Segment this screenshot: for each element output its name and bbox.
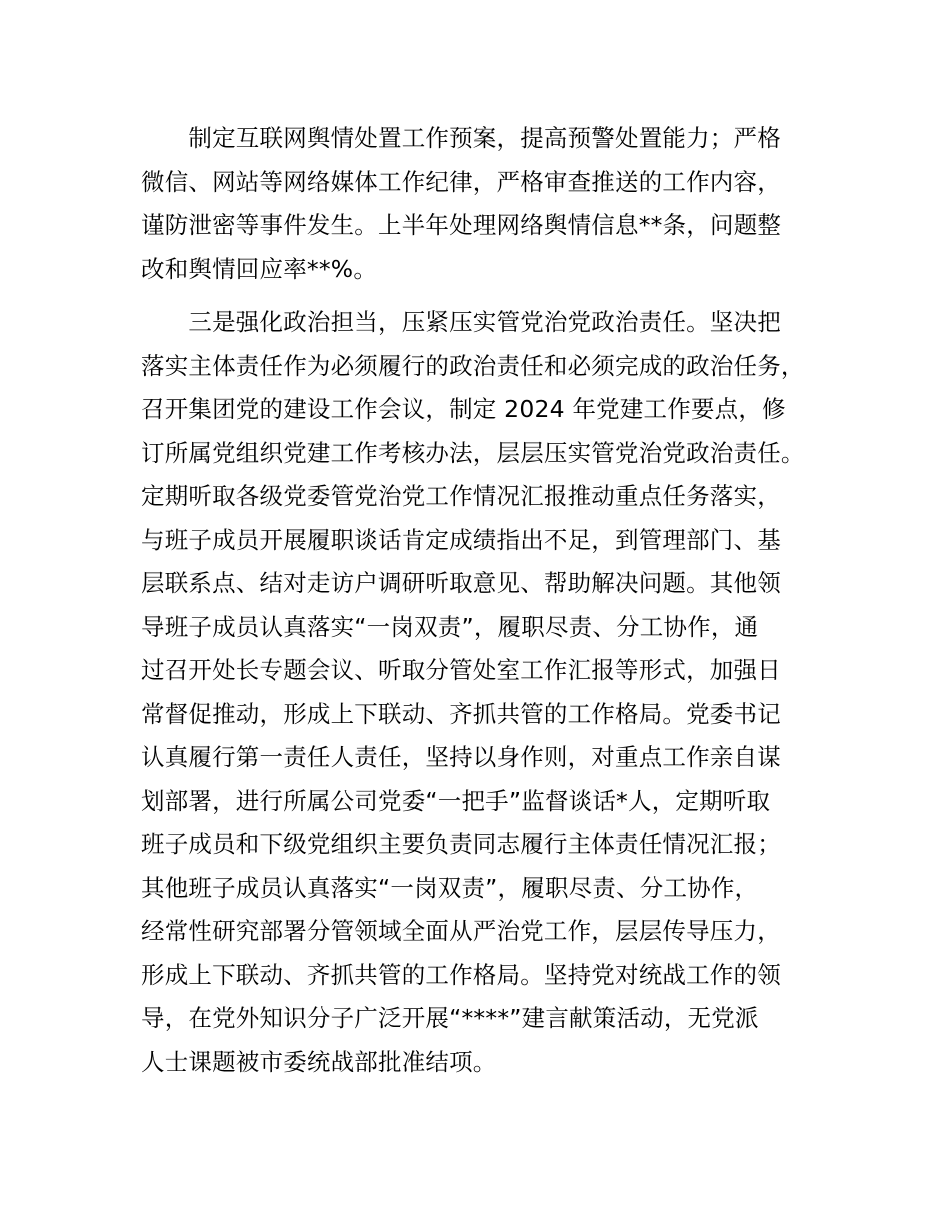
text-line: 导，在党外知识分子广泛开展“****”建言献策活动，无党派 <box>141 1004 759 1032</box>
text-line: 认真履行第一责任人责任，坚持以身作则，对重点工作亲自谋 <box>141 743 781 771</box>
document-body <box>141 117 841 1084</box>
text-line: 订所属党组织党建工作考核办法，层层压实管党治党政治责任。 <box>141 438 805 467</box>
text-line: 导班子成员认真落实“一岗双责”，履职尽责、分工协作，通 <box>141 612 759 641</box>
text-line: 微信、网站等网络媒体工作纪律，严格审查推送的工作内容， <box>141 167 781 196</box>
text-line: 划部署，进行所属公司党委“一把手”监督谈话*人，定期听取 <box>141 786 771 815</box>
text-line: 改和舆情回应率**%。 <box>141 254 378 283</box>
text-line: 落实主体责任作为必须履行的政治责任和必须完成的政治任务， <box>141 351 805 380</box>
text-line: 三是强化政治担当，压紧压实管党治党政治责任。坚决把 <box>141 308 781 336</box>
text-line: 人士课题被市委统战部批准结项。 <box>141 1047 497 1076</box>
text-line: 班子成员和下级党组织主要负责同志履行主体责任情况汇报； <box>141 830 781 858</box>
text-line: 其他班子成员认真落实“一岗双责”，履职尽责、分工协作， <box>141 873 759 902</box>
text-line: 召开集团党的建设工作会议，制定 2024 年党建工作要点，修 <box>141 395 786 423</box>
paragraph-spacer <box>141 291 841 301</box>
paragraph-2 <box>141 301 841 1084</box>
text-line: 与班子成员开展履职谈话肯定成绩指出不足，到管理部门、基 <box>141 525 781 554</box>
text-line: 经常性研究部署分管领域全面从严治党工作，层层传导压力， <box>141 917 781 945</box>
text-line: 谨防泄密等事件发生。上半年处理网络舆情信息**条，问题整 <box>141 211 782 239</box>
text-line: 常督促推动，形成上下联动、齐抓共管的工作格局。党委书记 <box>141 699 781 728</box>
text-line: 层联系点、结对走访户调研听取意见、帮助解决问题。其他领 <box>141 569 781 597</box>
text-line: 形成上下联动、齐抓共管的工作格局。坚持党对统战工作的领 <box>141 960 781 989</box>
text-line: 制定互联网舆情处置工作预案，提高预警处置能力；严格 <box>141 124 781 152</box>
text-line: 定期听取各级党委管党治党工作情况汇报推动重点任务落实， <box>141 482 781 510</box>
paragraph-1 <box>141 117 841 291</box>
text-line: 过召开处长专题会议、听取分管处室工作汇报等形式，加强日 <box>141 656 781 684</box>
